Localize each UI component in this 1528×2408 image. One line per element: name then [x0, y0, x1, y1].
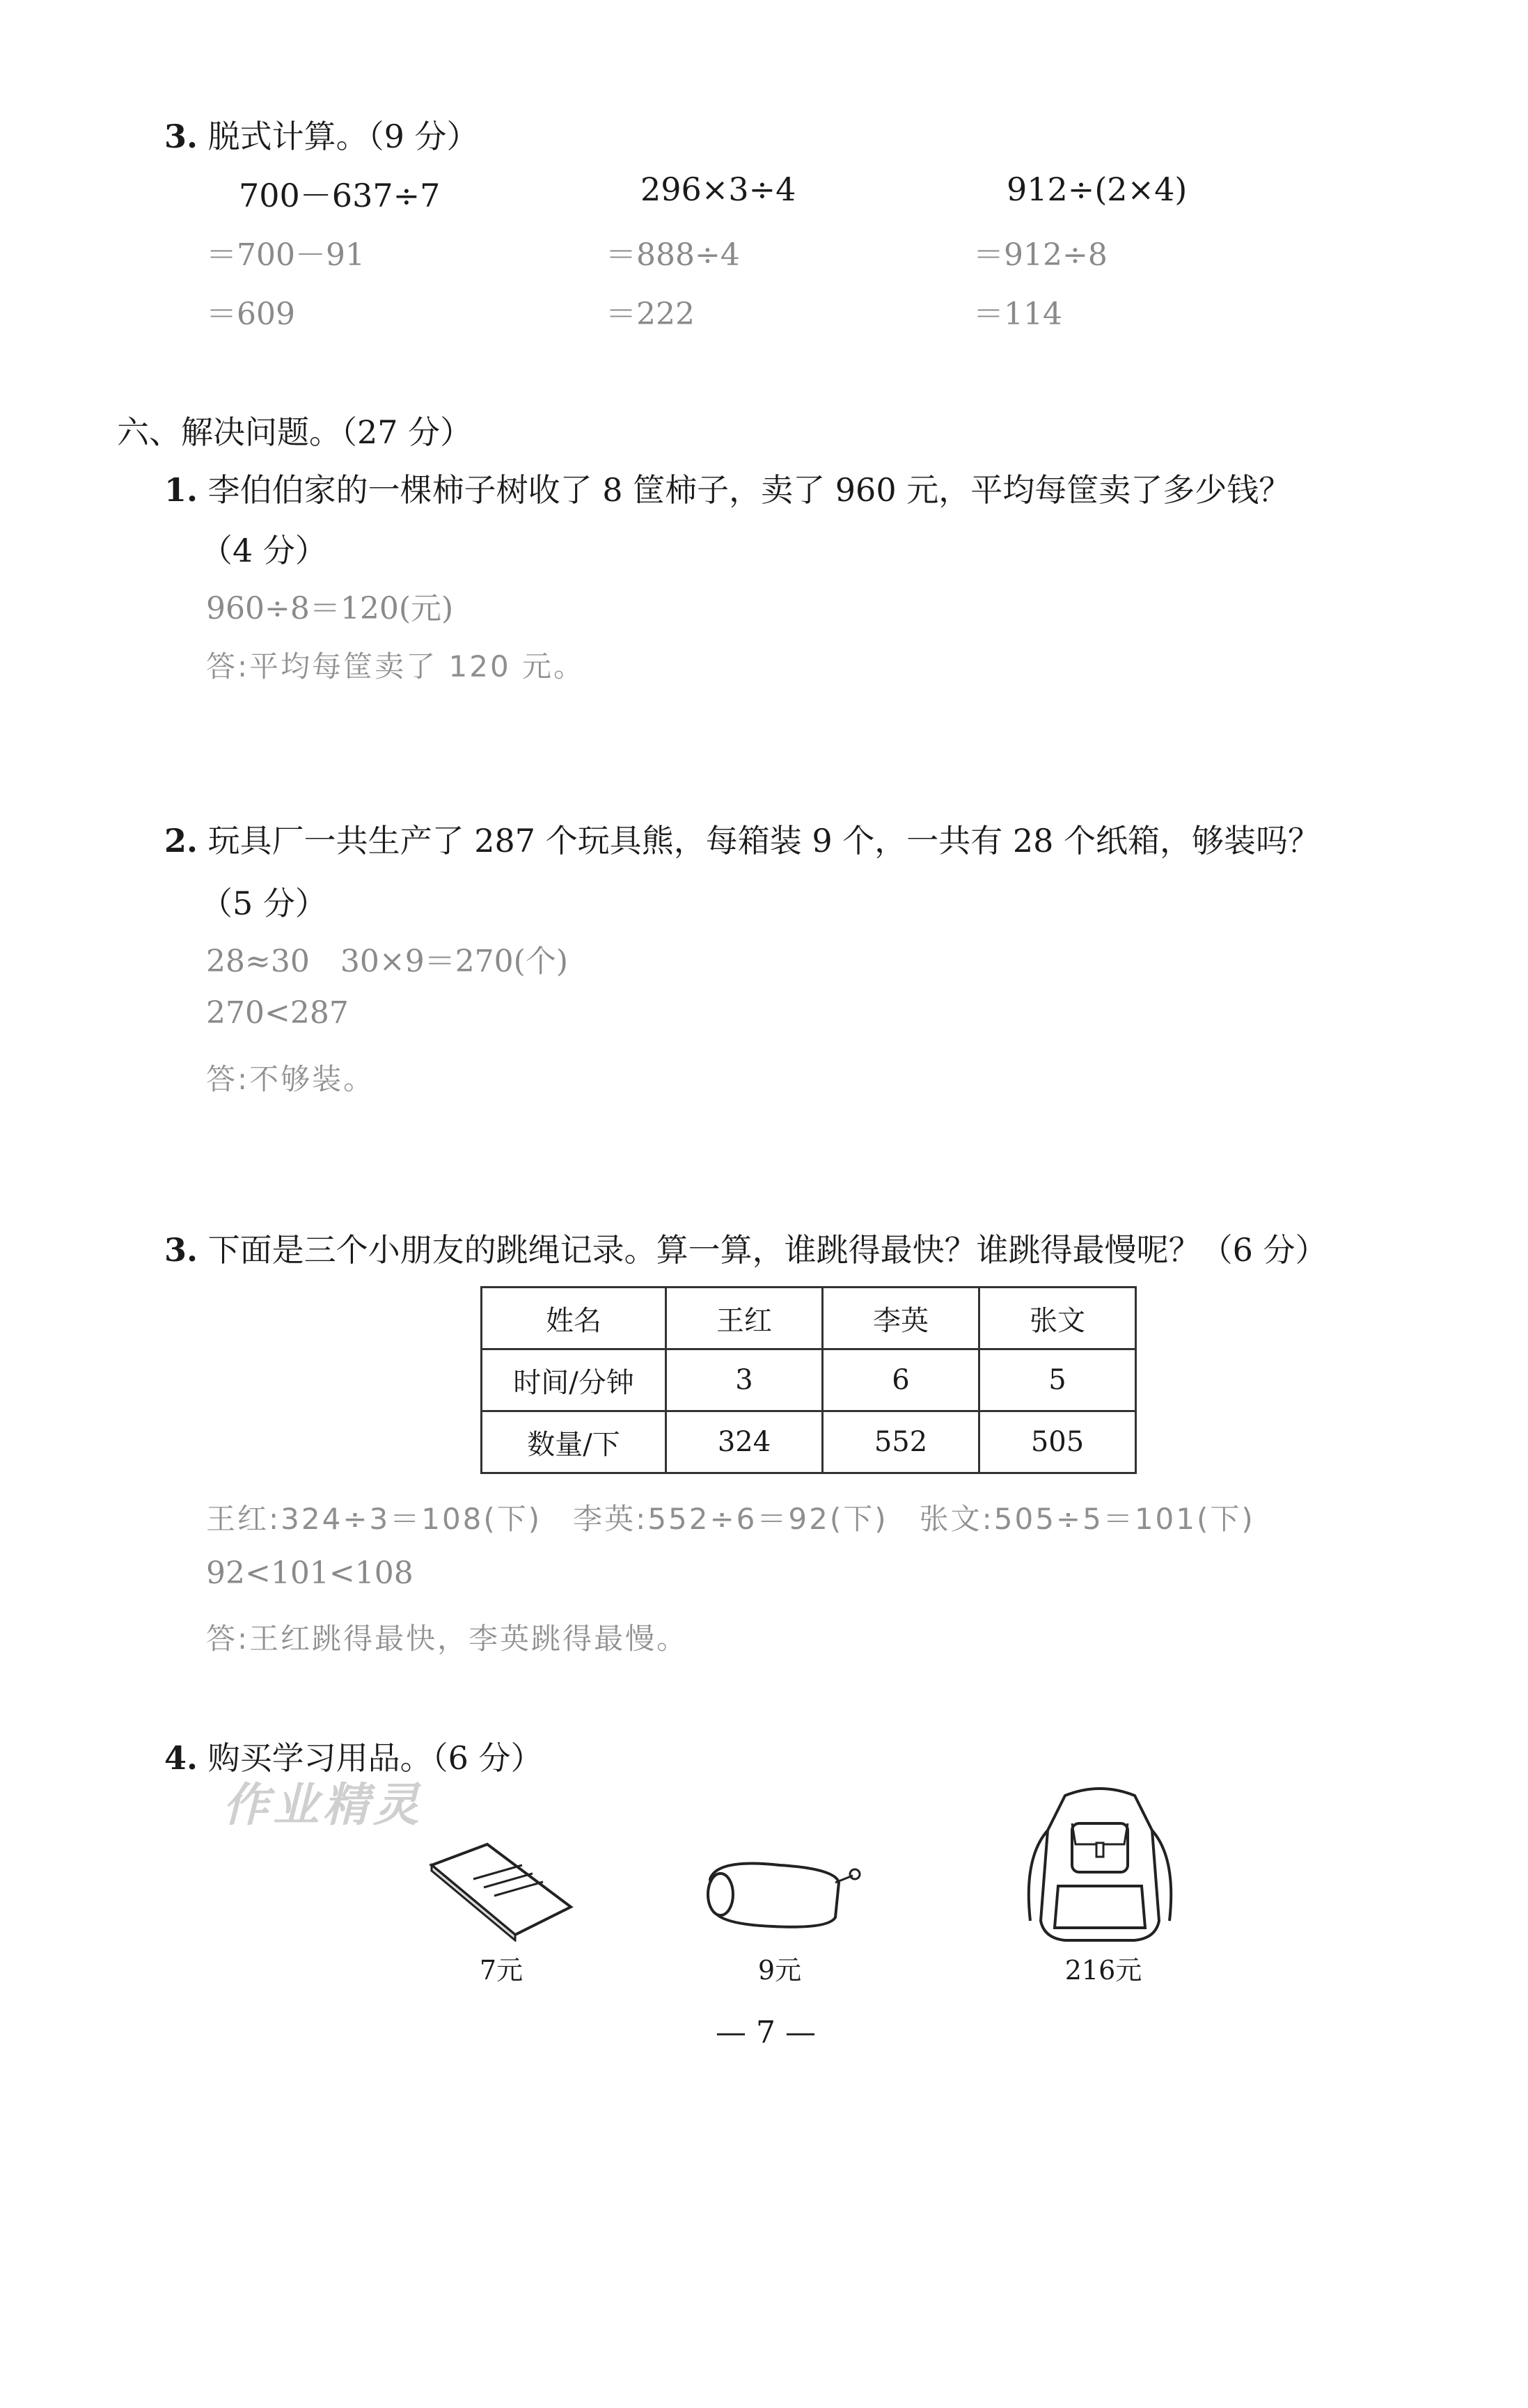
- calc-heading: [164, 111, 479, 157]
- table-cell: 6: [823, 1349, 979, 1411]
- notebook-price: 7元: [479, 1955, 523, 1986]
- q3-work1: 王红:324÷3＝108(下) 李英:552÷6＝92(下) 张文:505÷5＝101(下): [206, 1502, 1255, 1536]
- q3-work2: 92<101<108: [206, 1555, 413, 1591]
- calc-number: 3.: [164, 118, 198, 155]
- table-row: [482, 1349, 1136, 1411]
- pencil-case-icon: [696, 1851, 863, 1935]
- q2-work1: 28≈30 30×9＝270(个): [206, 944, 569, 979]
- calc-3-step2: ＝114: [973, 296, 1062, 332]
- table-header-row: [482, 1288, 1136, 1349]
- q3-question: 下面是三个小朋友的跳绳记录。算一算，谁跳得最快？谁跳得最慢呢？（6 分）: [207, 1231, 1328, 1269]
- calc-1-step1: ＝700－91: [206, 237, 365, 273]
- q2-number: 2.: [164, 822, 198, 860]
- calc-3-expr: 912÷(2×4): [1007, 171, 1188, 208]
- q1-score: （4 分）: [200, 532, 327, 569]
- table-cell: 505: [979, 1411, 1136, 1473]
- q2-text: [164, 816, 1320, 862]
- table-header-cell: 王红: [666, 1288, 823, 1349]
- jump-record-table: [480, 1286, 1137, 1474]
- q1-question: 李伯伯家的一棵柿子树收了 8 筐柿子，卖了 960 元，平均每筐卖了多少钱？: [207, 471, 1291, 509]
- table-cell: 324: [666, 1411, 823, 1473]
- q2-answer: 答:不够装。: [206, 1062, 375, 1096]
- table-cell: 数量/下: [482, 1411, 666, 1473]
- table-cell: 时间/分钟: [482, 1349, 666, 1411]
- q1-number: 1.: [164, 471, 198, 509]
- notebook-icon: [425, 1837, 578, 1942]
- q1-text: [164, 465, 1291, 511]
- q4-number: 4.: [164, 1739, 198, 1777]
- calc-2-step2: ＝222: [606, 296, 695, 332]
- calc-1-step2: ＝609: [206, 296, 295, 332]
- q4-question: 购买学习用品。（6 分）: [207, 1739, 543, 1777]
- calc-3-step1: ＝912÷8: [973, 237, 1108, 273]
- calc-2-step1: ＝888÷4: [606, 237, 740, 273]
- table-header-cell: 李英: [823, 1288, 979, 1349]
- q1-work: 960÷8＝120(元): [206, 591, 454, 626]
- q2-score: （5 分）: [200, 885, 327, 922]
- watermark: 作业精灵: [223, 1778, 423, 1832]
- table-cell: 552: [823, 1411, 979, 1473]
- pencil-case-price: 9元: [757, 1955, 802, 1986]
- backpack-icon: [1009, 1782, 1190, 1949]
- q3-answer: 答:王红跳得最快，李英跳得最慢。: [206, 1622, 688, 1656]
- q3-text: [164, 1225, 1328, 1271]
- page-number: — 7 —: [716, 2015, 816, 2050]
- calc-title: 脱式计算。（9 分）: [207, 118, 479, 155]
- table-cell: 3: [666, 1349, 823, 1411]
- q3-number: 3.: [164, 1231, 198, 1269]
- q1-answer: 答:平均每筐卖了 120 元。: [206, 649, 585, 683]
- q2-question: 玩具厂一共生产了 287 个玩具熊，每箱装 9 个，一共有 28 个纸箱，够装吗？: [207, 822, 1320, 860]
- backpack-price: 216元: [1064, 1955, 1142, 1986]
- table-header-cell: 张文: [979, 1288, 1136, 1349]
- table-header-cell: 姓名: [482, 1288, 666, 1349]
- calc-2-expr: 296×3÷4: [640, 171, 796, 208]
- calc-1-expr: 700－637÷7: [239, 177, 441, 214]
- table-cell: 5: [979, 1349, 1136, 1411]
- section-6-title: 六、解决问题。（27 分）: [117, 413, 473, 451]
- q2-work2: 270<287: [206, 995, 349, 1031]
- table-row: [482, 1411, 1136, 1473]
